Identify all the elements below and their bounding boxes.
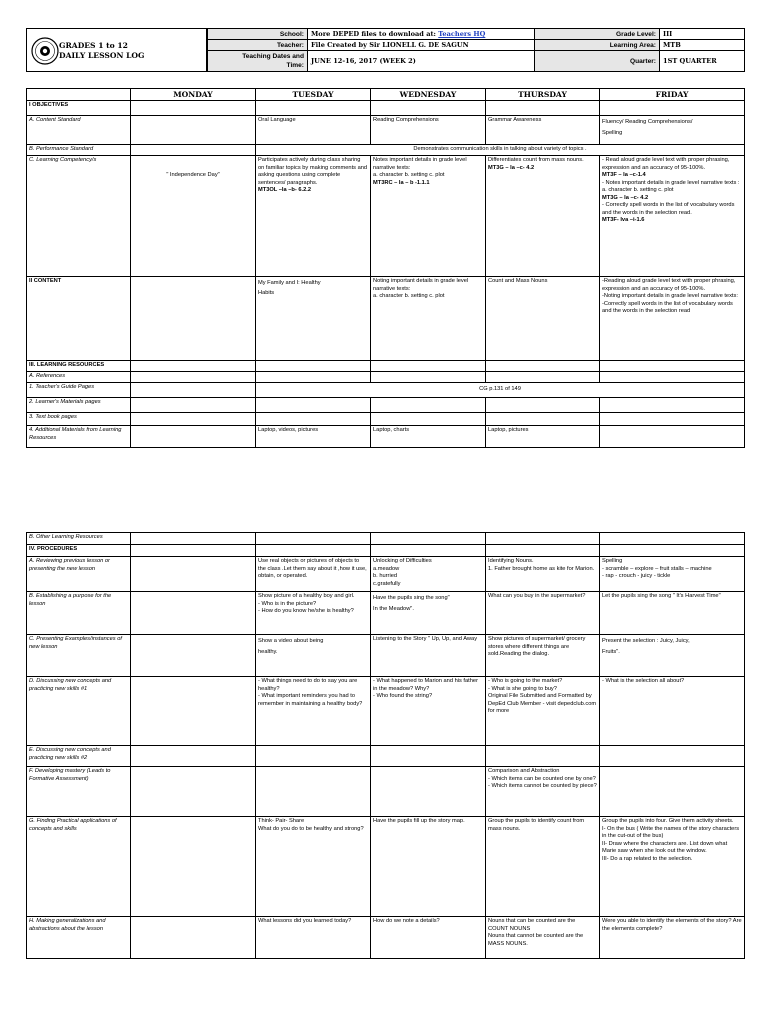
competency-friday-text-2: - Notes important details in grade level narrative texts : a. character b. setting c. plot [602, 179, 740, 193]
grade-level-label: Grade Level: [535, 29, 660, 40]
teacher-label: Teacher: [208, 40, 308, 51]
quarter-label: Quarter: [535, 51, 660, 72]
procedure-h-thursday: Nouns that can be counted are the COUNT NOUNS Nouns that cannot be counted are the MASS NOUNS. [486, 917, 600, 959]
lesson-log-page-1 [0, 0, 768, 470]
procedure-a-friday: Spelling - scramble – explore – fruit stalls – machine - rap - crouch - juicy - tickle [600, 557, 745, 592]
competency-friday-text-3: - Correctly spell words in the list of vocabulary words and the words in the selection read. [602, 202, 735, 216]
competency-thursday-text: Differentiates count from mass nouns. [488, 157, 584, 163]
competency-wednesday-code: MT3RC – Ia – b -1.1.1 [373, 179, 430, 186]
school-prefix: More DEPED files to download at: [311, 30, 439, 38]
procedure-b-label: B. Establishing a purpose for the lesson [27, 592, 131, 635]
procedure-d-thursday: - Who is going to the market? - What is she going to buy? Original File Submitted and Formatted by DepEd Club Member - visit depedclub.com for more [486, 677, 600, 746]
procedure-b-tuesday: Show picture of a healthy boy and girl. - Who is in the picture? - How do you know he/she is healthy? [256, 592, 371, 635]
teachers-guide-value: CG p.131 of 149 [256, 383, 745, 398]
competency-monday: " Independence Day" [131, 156, 256, 277]
learning-competency-label: C. Learning Competency/s [27, 156, 131, 277]
title-line-2: DAILY LESSON LOG [59, 51, 145, 60]
competency-tuesday-code: MT3OL –Ia –b- 6.2.2 [258, 187, 311, 193]
procedure-f-thursday: Comparison and Abstraction - Which items can be counted one by one? - Which items cannot be counted by piece? [486, 767, 600, 817]
document-title [59, 41, 145, 61]
procedure-g-wednesday: Have the pupils fill up the story map. [371, 817, 486, 917]
learning-resources-label: III. LEARNING RESOURCES [27, 361, 131, 372]
procedure-h-wednesday: How do we note a details? [371, 917, 486, 959]
procedure-a-thursday: Identifying Nouns. 1. Father brought home as kite for Marion. [486, 557, 600, 592]
dates-label-line-2: Time: [286, 62, 304, 69]
day-header-wednesday: WEDNESDAY [371, 89, 486, 101]
procedure-d-wednesday: - What happened to Marion and his father in the meadow? Why? - Who found the string? [371, 677, 486, 746]
references-label: A. References [27, 372, 131, 383]
learning-area-label: Learning Area: [535, 40, 660, 51]
corner-cell [27, 89, 131, 101]
competency-wednesday [371, 156, 486, 277]
day-header-monday: MONDAY [131, 89, 256, 101]
text-book-label: 3. Text book pages [27, 413, 131, 426]
teachers-hq-link[interactable]: Teachers HQ [438, 30, 486, 38]
quarter-value: 1ST QUARTER [660, 51, 745, 72]
competency-thursday [486, 156, 600, 277]
objectives-label: I OBJECTIVES [27, 101, 131, 116]
content-standard-thursday: Grammar Awareness [486, 116, 600, 145]
teacher-value: File Created by Sir LIONELL G. DE SAGUN [308, 40, 535, 51]
teaching-dates-value: JUNE 12-16, 2017 (WEEK 2) [308, 51, 535, 72]
procedure-b-thursday: What can you buy in the supermarket? [486, 592, 600, 635]
content-thursday: Count and Mass Nouns [486, 277, 600, 361]
other-resources-label: B. Other Learning Resources [27, 533, 131, 545]
additional-wednesday: Laptop, charts [371, 426, 486, 448]
procedure-h-tuesday: What lessons did you learned today? [256, 917, 371, 959]
competency-tuesday-text: Participates actively during class sharing on familiar topics by making comments and asking questions using complete sentences/ paragraphs. [258, 157, 368, 186]
procedure-c-wednesday: Listening to the Story " Up, Up, and Away [371, 635, 486, 677]
content-standard-label: A. Content Standard [27, 116, 131, 145]
content-standard-friday: Fluency/ Reading Comprehensions/ Spelling [600, 116, 745, 145]
procedure-c-thursday: Show pictures of supermarket/ grocery stores where different things are sold.Reading the dialog. [486, 635, 600, 677]
procedure-d-tuesday: - What things need to do to say you are healthy? - What important reminders you had to remember in maintaining a healthy body? [256, 677, 371, 746]
procedure-a-wednesday: Unlocking of Difficulties a.meadow b. hurried c.gratefully [371, 557, 486, 592]
grade-level-value: III [660, 29, 745, 40]
additional-tuesday: Laptop, videos, pictures [256, 426, 371, 448]
procedure-h-label: H. Making generalizations and abstractions about the lesson [27, 917, 131, 959]
content-label: II CONTENT [27, 277, 131, 361]
content-tuesday: My Family and I: Healthy Habits [256, 277, 371, 361]
competency-friday-code-1: MT3F – Ia –c-1.4 [602, 172, 646, 178]
teaching-dates-label [208, 51, 308, 72]
additional-thursday: Laptop, pictures [486, 426, 600, 448]
content-friday: -Reading aloud grade level text with proper phrasing, expression and an accuracy of 95-100%. -Noting important details in grade level narrative texts: -Correctly spell words in the list of vocabulary words and the words in the selection read [600, 277, 745, 361]
info-table [207, 28, 745, 72]
day-header-tuesday: TUESDAY [256, 89, 371, 101]
procedure-g-label: G. Finding Practical applications of concepts and skills [27, 817, 131, 917]
procedures-label: IV. PROCEDURES [27, 545, 131, 557]
competency-friday-code-3: MT3F- Iva –i-1.6 [602, 217, 645, 223]
procedure-d-label: D. Discussing new concepts and practicing new skills #1 [27, 677, 131, 746]
performance-standard-label: B. Performance Standard [27, 145, 131, 156]
competency-thursday-code: MT3G – Ia –c- 4.2 [488, 164, 535, 171]
procedure-b-wednesday: Have the pupils sing the song" In the Meadow". [371, 592, 486, 635]
procedure-f-label: F. Developing mastery (Leads to Formative Assessment) [27, 767, 131, 817]
learning-area-value: MTB [660, 40, 745, 51]
content-standard-wednesday: Reading Comprehensions [371, 116, 486, 145]
procedure-a-label: A. Reviewing previous lesson or presenting the new lesson [27, 557, 131, 592]
additional-materials-label: 4. Additional Materials from Learning Resources [27, 426, 131, 448]
procedure-c-tuesday: Show a video about being healthy. [256, 635, 371, 677]
lesson-table-page-1 [26, 88, 745, 448]
content-wednesday: Noting important details in grade level narrative texts: a. character b. setting c. plot [371, 277, 486, 361]
procedure-d-friday: - What is the selection all about? [600, 677, 745, 746]
school-label: School: [208, 29, 308, 40]
competency-tuesday [256, 156, 371, 277]
procedure-b-friday: Let the pupils sing the song " It's Harvest Time" [600, 592, 745, 635]
procedure-h-friday: Were you able to identify the elements of the story? Are the elements complete? [600, 917, 745, 959]
dates-label-line-1: Teaching Dates and [242, 53, 304, 60]
competency-friday-text-1: - Read aloud grade level text with proper phrasing, expression and an accuracy of 95-100%. [602, 157, 730, 171]
competency-wednesday-text: Notes important details in grade level narrative texts: a. character b. setting c. plot [373, 157, 467, 178]
procedure-c-friday: Present the selection : Juicy, Juicy, Fruits". [600, 635, 745, 677]
competency-friday-code-2: MT3G – Ia –c- 4.2 [602, 194, 649, 201]
day-header-thursday: THURSDAY [486, 89, 600, 101]
day-header-friday: FRIDAY [600, 89, 745, 101]
header [26, 28, 744, 72]
title-block [26, 28, 207, 72]
content-standard-tuesday: Oral Language [256, 116, 371, 145]
competency-friday [600, 156, 745, 277]
procedure-g-tuesday: Think- Pair- Share What do you do to be healthy and strong? [256, 817, 371, 917]
procedure-e-label: E. Discussing new concepts and practicing new skills #2 [27, 746, 131, 767]
performance-standard-value: Demonstrates communication skills in talking about variety of topics . [256, 145, 745, 156]
procedure-g-friday: Group the pupils into four. Give them activity sheets. I- On the bus ( Write the names of the story characters in the cut-out of the bus) II- Draw where the characters are. List down what Marie saw when she look out the window. III- Do a rap related to the selection. [600, 817, 745, 917]
procedure-c-label: C. Presenting Examples/instances of new lesson [27, 635, 131, 677]
lesson-table-page-2 [26, 532, 745, 959]
lesson-log-page-2 [0, 526, 768, 1024]
procedure-a-tuesday: Use real objects or pictures of objects to the class .Let them say about it ,how it use, obtain, or operated. [256, 557, 371, 592]
procedure-g-thursday: Group the pupils to identify count from mass nouns. [486, 817, 600, 917]
learners-materials-label: 2. Learner's Materials pages [27, 398, 131, 413]
school-value [308, 29, 535, 40]
teachers-guide-label: 1. Teacher's Guide Pages [27, 383, 131, 398]
title-line-1: GRADES 1 to 12 [59, 41, 128, 50]
